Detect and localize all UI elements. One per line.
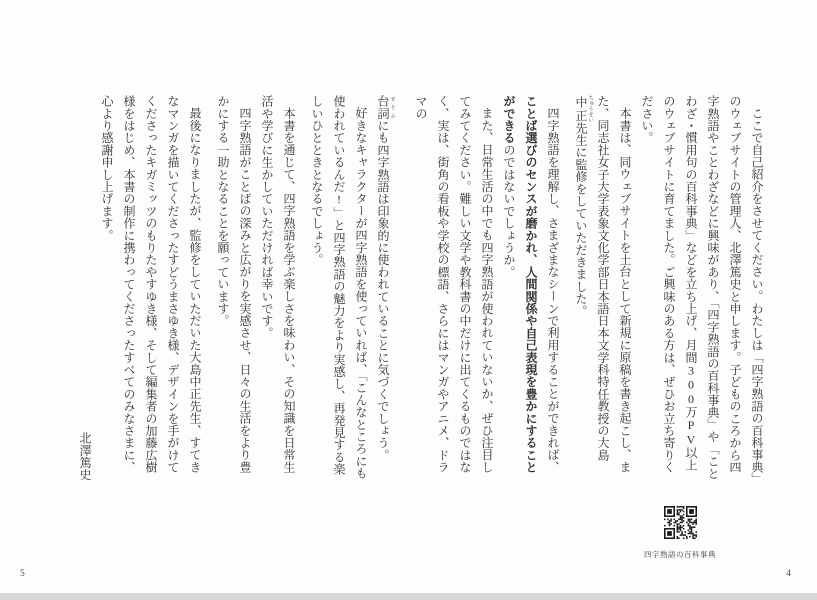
paragraph: [372, 95, 395, 481]
paragraph: [256, 95, 300, 481]
body-text: 本書は、同ウェブサイトを土台として新規に原稿を書き起こし、また、同志社女子大学表象文化学部日本語日本文学科特任教授の大島: [596, 95, 632, 473]
paragraph: [410, 95, 498, 481]
paragraph: [306, 95, 372, 481]
paragraph: [212, 95, 256, 481]
qr-code-icon: [664, 506, 697, 539]
body-text: のではないでしょうか。: [502, 143, 516, 279]
body-text: ここで自己紹介をさせてください。わたしは「四字熟語の百科事典」のウェブサイトの管理人、北澤篤史と申します。子どものころから四字熟語やことわざなどに興味があり、「四字熟語の百科事典」や「ことわざ・慣用句の百科事典」などを立ち上げ、月間300万PV以上のウェブサイトに育てました。ご興味のある方は、ぜひお立ち寄りください。: [640, 95, 764, 480]
body-text: 四字熟語を理解し、さまざまなシーンで利用することができれば、: [546, 107, 560, 473]
qr-block: [632, 506, 728, 560]
paragraph: [570, 95, 636, 481]
paragraph: [96, 95, 206, 481]
body-text: 台詞 せりふ: [376, 95, 395, 120]
body-text: にも四字熟語は印象的に使われていることに気づくでしょう。: [376, 119, 390, 462]
page-left-text: [53, 95, 395, 481]
page-number-left: 5: [20, 569, 25, 579]
body-text: 中正 ちゅうせい: [574, 95, 593, 123]
page-right-text: [414, 95, 768, 481]
qr-caption: 四字熟語の百科事典: [644, 550, 716, 559]
body-text: 本書を通じて、四字熟語を学ぶ楽しさを味わい、その知識を日常生活や学びに生かしていただければ幸いです。: [260, 95, 296, 473]
paragraph: [636, 95, 768, 481]
body-text: 四字熟語がことばの深みと広がりを実感させ、日々の生活をより豊かにする一助となることを願っています。: [216, 95, 252, 473]
page-number-right: 4: [786, 569, 791, 579]
page-bottom-edge: [0, 593, 817, 600]
author-signature: 北澤篤史: [78, 432, 92, 481]
body-text: 好きなキャラクターが四字熟語を使っていれば、「こんなところにも使われているんだ!」と四字熟語の魅力をより実感し、再発見する楽しいひとときとなるでしょう。: [310, 95, 368, 480]
body-text: また、日常生活の中でも四字熟語が使われていないか、ぜひ注目してみてください。難しい文学や教科書の中だけに出てくるものではなく、実は、街角の看板や学校の標語、さらにはマンガやアニメ、ドラマの: [414, 95, 494, 474]
body-text: 最後になりましたが、監修をしていただいた大島中正先生、すてきなマンガを描いてくださったすどうまさゆき様、デザインを手がけてくださったキガミッツのもりたやすゆき様、そして編集者の加藤広樹様をはじめ、本書の制作に携わってくださったすべてのみなさまに、心より感謝申し上げます。: [100, 95, 202, 474]
body-text: 先生に監修をしていただきました。: [574, 121, 588, 317]
emphasis-text: ことば選びのセンスが磨かれ、人間関係や自己表現を豊かにすることができる: [502, 95, 538, 474]
paragraph: [498, 95, 564, 481]
